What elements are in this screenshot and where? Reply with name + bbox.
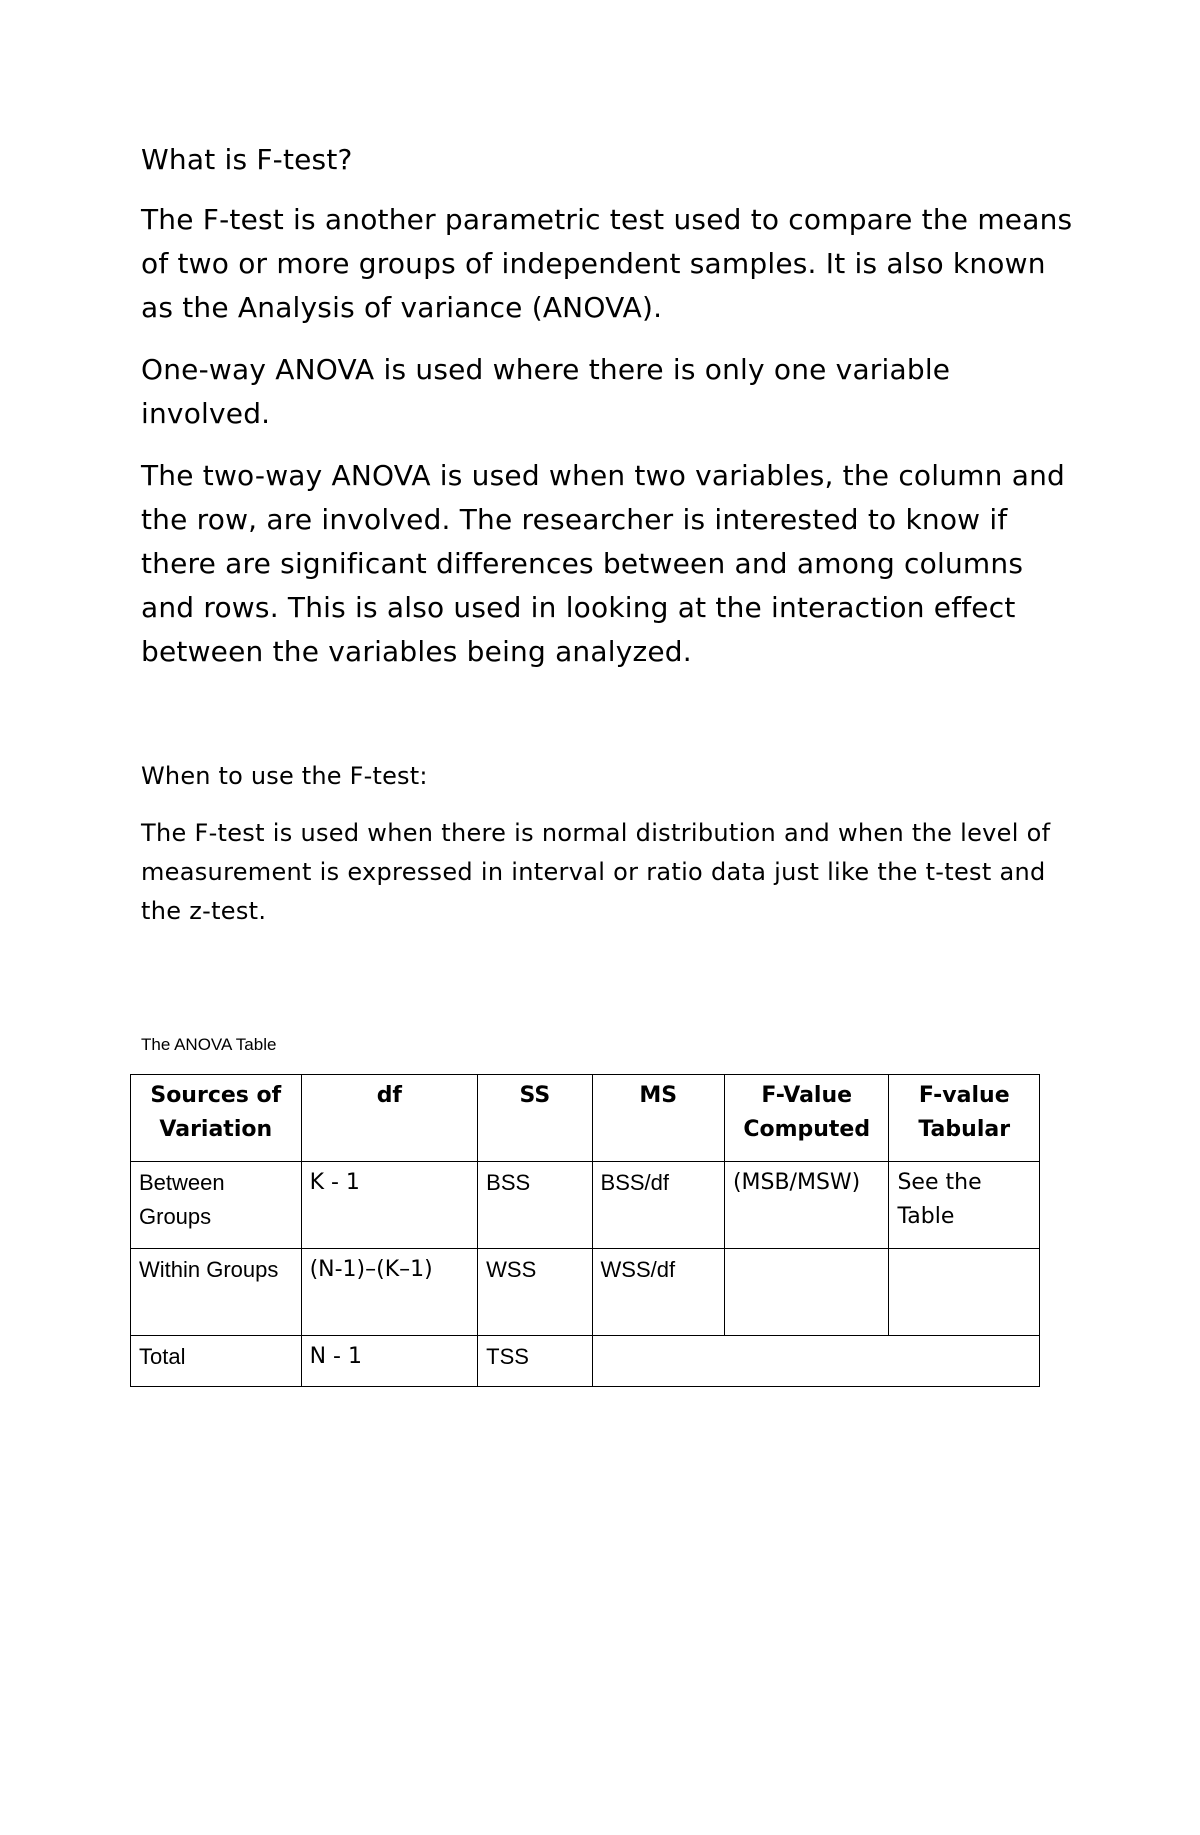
- cell-ss: BSS: [478, 1162, 592, 1249]
- cell-source: Total: [131, 1336, 302, 1387]
- cell-source: Within Groups: [131, 1249, 302, 1336]
- paragraph-when-to-use: The F-test is used when there is normal distribution and when the level of measurement is expressed in interval or ratio data just like the t-test and the z-test.: [141, 819, 1051, 925]
- cell-ms: WSS/df: [592, 1249, 724, 1336]
- cell-empty-merged: [592, 1336, 1039, 1387]
- paragraph-ftest-definition: The F-test is another parametric test used to compare the means of two or more groups of independent samples. It is also known as the Analysis of variance (ANOVA).: [141, 203, 1073, 324]
- cell-f-computed: (MSB/MSW): [724, 1162, 889, 1249]
- cell-source: Between Groups: [131, 1162, 302, 1249]
- table-header-row: [131, 1075, 1040, 1162]
- header-sources: Sources of Variation: [131, 1075, 302, 1162]
- table-row: [131, 1249, 1040, 1336]
- paragraph-two-way-anova: The two-way ANOVA is used when two variables, the column and the row, are involved. The researcher is interested to know if there are significant differences between and among columns and rows. This is also used in looking at the interaction effect between the variables being analyzed.: [141, 459, 1065, 668]
- cell-ms: BSS/df: [592, 1162, 724, 1249]
- header-f-tabular: F-value Tabular: [889, 1075, 1040, 1162]
- cell-df: N - 1: [301, 1336, 478, 1387]
- anova-table: [130, 1074, 1040, 1387]
- cell-ss: WSS: [478, 1249, 592, 1336]
- cell-f-tabular: [889, 1249, 1040, 1336]
- cell-df: K - 1: [301, 1162, 478, 1249]
- section-heading: What is F-test?: [141, 143, 353, 176]
- document-page: [141, 138, 1081, 1387]
- cell-df: (N-1)–(K–1): [301, 1249, 478, 1336]
- table-row: [131, 1162, 1040, 1249]
- header-ss: SS: [478, 1075, 592, 1162]
- header-ms: MS: [592, 1075, 724, 1162]
- table-row: [131, 1336, 1040, 1387]
- cell-ss: TSS: [478, 1336, 592, 1387]
- paragraph-one-way-anova: One-way ANOVA is used where there is only one variable involved.: [141, 353, 951, 430]
- cell-f-computed: [724, 1249, 889, 1336]
- table-caption: The ANOVA Table: [141, 1035, 277, 1054]
- cell-f-tabular: See the Table: [889, 1162, 1040, 1249]
- header-f-computed: F-Value Computed: [724, 1075, 889, 1162]
- header-df: df: [301, 1075, 478, 1162]
- subheading-when-to-use: When to use the F-test:: [141, 762, 428, 790]
